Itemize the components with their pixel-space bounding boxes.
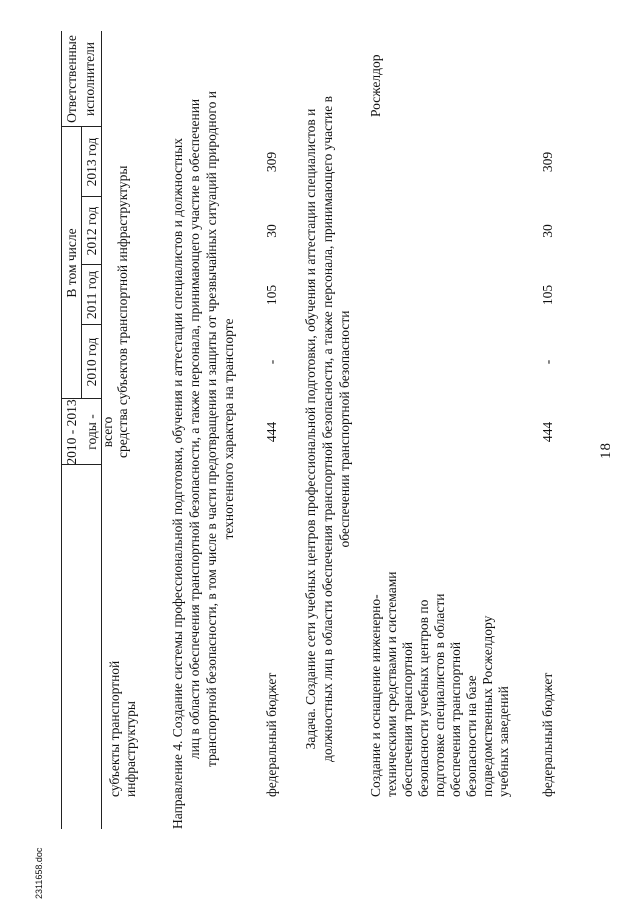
- header-year-2013: 2013 год: [84, 137, 99, 187]
- budget-2013: 309: [264, 151, 279, 173]
- creation-line: безопасности на базе: [464, 675, 479, 797]
- budget-2010: -: [540, 359, 555, 365]
- header-year-2012: 2012 год: [84, 206, 99, 256]
- creation-line: подведомственных Росжелдору: [480, 615, 495, 797]
- budget-2011: 105: [540, 284, 555, 306]
- direction-heading: транспортной безопасности, в том числе в части предотвращения и защиты от чрезвычайных ситуаций природного и: [204, 91, 219, 767]
- creation-line: Создание и оснащение инженерно-: [368, 594, 383, 797]
- direction-heading: техногенного характера на транспорте: [221, 318, 236, 540]
- direction-heading: лиц в области обеспечения транспортной безопасности, а также персонала, принимающего участие в обеспечении: [187, 98, 202, 760]
- header-in-total: В том числе: [64, 228, 79, 298]
- header-period-top: 2010 - 2013: [64, 399, 79, 465]
- budget-label: федеральный бюджет: [540, 672, 555, 797]
- budget-2011: 105: [264, 284, 279, 306]
- budget-total: 444: [264, 421, 279, 443]
- responsible-executor: Росжелдор: [368, 54, 383, 117]
- header-responsible-1: Ответственные: [64, 35, 79, 123]
- budget-2010: -: [264, 359, 279, 365]
- creation-line: обеспечения транспортной: [448, 641, 463, 797]
- subjects-span-text: средства субъектов транспортной инфраструктуры: [115, 165, 130, 458]
- table-top-border: [61, 31, 62, 829]
- header-year-2011: 2011 год: [84, 270, 99, 320]
- budget-2012: 30: [264, 224, 279, 238]
- document-id: 2311658.doc: [34, 847, 44, 899]
- header-period-bottom: годы - всего: [84, 414, 115, 450]
- creation-line: безопасности учебных центров по: [416, 599, 431, 797]
- creation-line: обеспечения транспортной: [400, 641, 415, 797]
- header-year-2010: 2010 год: [84, 337, 99, 387]
- budget-2013: 309: [540, 151, 555, 173]
- subjects-label: субъекты транспортной: [107, 660, 122, 797]
- direction-heading: Направление 4. Создание системы профессиональной подготовки, обучения и аттестации специалистов и должностных: [170, 138, 185, 829]
- header-responsible-2: исполнители: [82, 41, 97, 117]
- task-heading: Задача. Создание сети учебных центров профессиональной подготовки, обучения и аттестации специалистов и: [303, 108, 318, 750]
- header-mid-border: [81, 127, 82, 399]
- budget-total: 444: [540, 421, 555, 443]
- budget-label: федеральный бюджет: [264, 672, 279, 797]
- budget-2012: 30: [540, 224, 555, 238]
- creation-line: подготовке специалистов в области: [432, 593, 447, 797]
- creation-line: учебных заведений: [496, 686, 511, 797]
- creation-line: техническими средствами и системами: [384, 571, 399, 797]
- task-heading: должностных лиц в области обеспечения транспортной безопасности, а также персонала, принимающего участие в: [320, 96, 335, 762]
- task-heading: обеспечении транспортной безопасности: [337, 310, 352, 548]
- page-number: 18: [598, 442, 614, 459]
- subjects-label: инфраструктуры: [123, 701, 138, 797]
